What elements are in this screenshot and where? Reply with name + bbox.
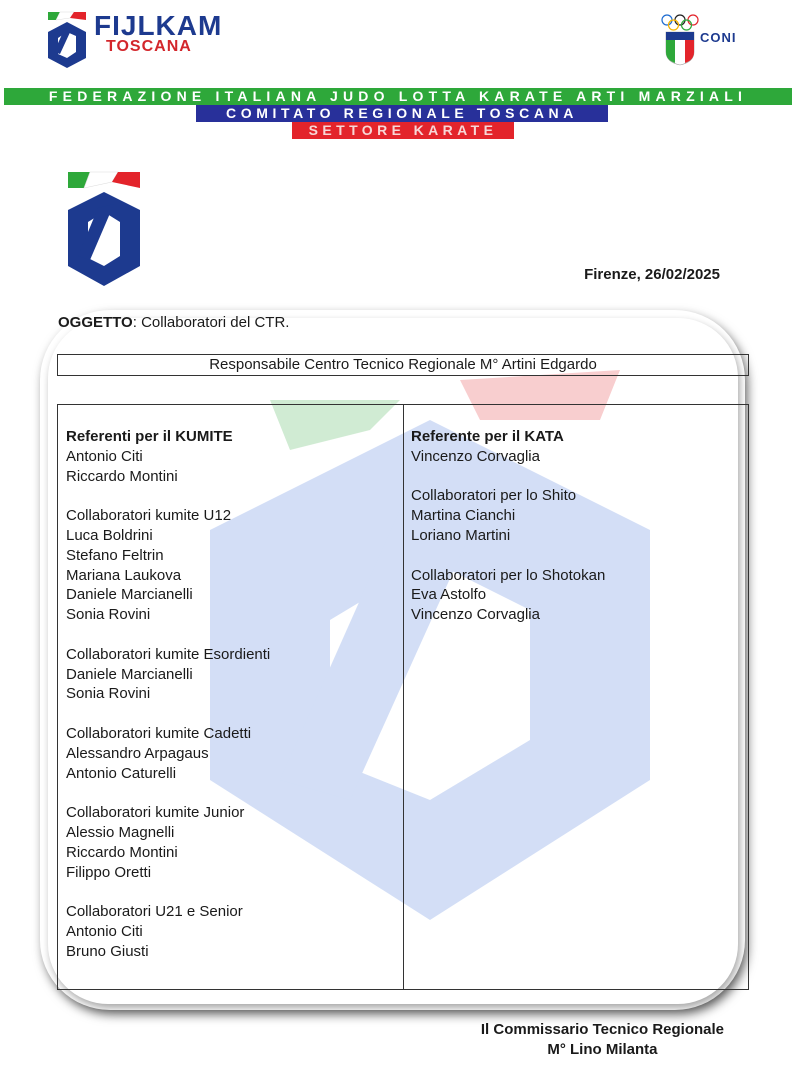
subject-label: OGGETTO: [58, 314, 133, 331]
kumite-group: [66, 724, 396, 783]
collaborator-name: Stefano Feltrin: [66, 546, 164, 564]
collaborators-table: [57, 404, 749, 990]
collaborator-name: Loriano Martini: [411, 526, 511, 544]
kumite-group: [66, 427, 396, 486]
signature-role: Il Commissario Tecnico Regionale: [480, 1021, 724, 1038]
collaborator-name: Luca Boldrini: [66, 526, 153, 544]
collaborator-name: Riccardo Montini: [66, 467, 178, 485]
fijlkam-logo-icon: [46, 10, 88, 70]
responsible-box: Responsabile Centro Tecnico Regionale M° Artini Edgardo: [57, 354, 749, 376]
collaborator-name: Sonia Rovini: [66, 606, 151, 624]
collaborator-name: Sonia Rovini: [66, 685, 151, 703]
group-title: Collaboratori per lo Shito: [411, 487, 577, 505]
collaborator-name: Vincenzo Corvaglia: [411, 447, 540, 465]
group-title: Referenti per il KUMITE: [66, 428, 233, 445]
sector-band: SETTORE KARATE: [292, 122, 514, 139]
collaborator-name: Alessio Magnelli: [66, 823, 175, 841]
letter-date: Firenze, 26/02/2025: [584, 266, 720, 283]
collaborator-name: Bruno Giusti: [66, 942, 149, 960]
kumite-group: [66, 645, 396, 704]
coni-label: CONI: [700, 30, 737, 45]
column-divider: [403, 405, 404, 989]
collaborator-name: Riccardo Montini: [66, 843, 178, 861]
signature-block: [481, 1020, 724, 1060]
collaborator-name: Martina Cianchi: [411, 507, 516, 525]
kumite-group: [66, 506, 396, 625]
kumite-group: [66, 803, 396, 882]
subject-text: : Collaboratori del CTR.: [132, 314, 290, 331]
group-title: Collaboratori kumite Junior: [66, 804, 245, 822]
kata-column: [411, 427, 741, 645]
collaborator-name: Filippo Oretti: [66, 863, 152, 881]
coni-shield-icon: [664, 30, 696, 66]
collaborator-name: Antonio Citi: [66, 922, 143, 940]
brand-name: FIJLKAM: [94, 10, 223, 41]
letter-subject: [58, 314, 289, 331]
kata-group: [411, 566, 741, 625]
kata-group: [411, 486, 741, 545]
kata-group: [411, 427, 741, 467]
collaborator-name: Antonio Citi: [66, 447, 143, 465]
federation-band: FEDERAZIONE ITALIANA JUDO LOTTA KARATE ARTI MARZIALI: [4, 88, 792, 105]
collaborator-name: Daniele Marcianelli: [66, 586, 193, 604]
group-title: Collaboratori kumite Esordienti: [66, 645, 271, 663]
collaborator-name: Antonio Caturelli: [66, 764, 177, 782]
brand-subtitle: TOSCANA: [106, 38, 192, 55]
collaborator-name: Mariana Laukova: [66, 566, 182, 584]
group-title: Collaboratori kumite U12: [66, 507, 232, 525]
collaborator-name: Eva Astolfo: [411, 586, 487, 604]
kumite-column: [66, 427, 396, 981]
collaborator-name: Alessandro Arpagaus: [66, 744, 209, 762]
committee-band: COMITATO REGIONALE TOSCANA: [196, 105, 608, 122]
group-title: Collaboratori per lo Shotokan: [411, 566, 606, 584]
kumite-group: [66, 902, 396, 961]
collaborator-name: Vincenzo Corvaglia: [411, 606, 540, 624]
group-title: Collaboratori kumite Cadetti: [66, 724, 252, 742]
fijlkam-emblem-icon: [66, 170, 142, 288]
collaborator-name: Daniele Marcianelli: [66, 665, 193, 683]
group-title: Collaboratori U21 e Senior: [66, 903, 243, 921]
group-title: Referente per il KATA: [411, 428, 564, 445]
signature-name: M° Lino Milanta: [547, 1041, 658, 1058]
